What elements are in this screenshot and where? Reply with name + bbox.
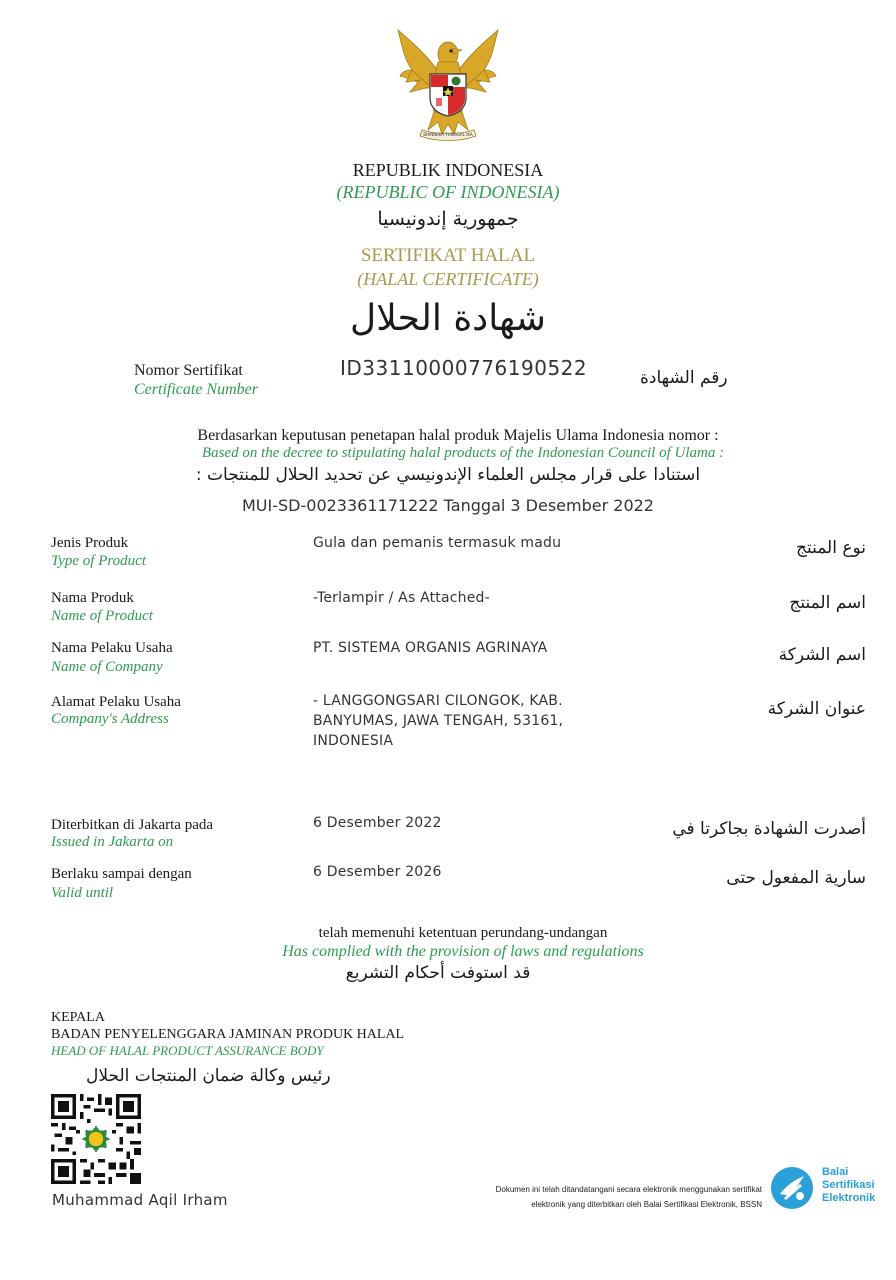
signatory-agency-en: HEAD OF HALAL PRODUCT ASSURANCE BODY — [51, 1043, 324, 1058]
field-label-company-name-en: Name of Company — [51, 659, 163, 675]
field-label-issued-date-ar: أصدرت الشهادة بجاكرتا في — [672, 819, 866, 839]
compliance-text: telah memenuhi ketentuan perundang-undangan — [318, 925, 608, 941]
field-label-company-address-en: Company's Address — [51, 711, 169, 727]
field-label-company-address-ar: عنوان الشركة — [767, 699, 866, 719]
field-value-product-name: -Terlampir / As Attached- — [313, 590, 490, 606]
garuda-emblem — [392, 26, 504, 144]
compliance-text-en: Has complied with the provision of laws and regulations — [282, 943, 644, 960]
field-label-issued-date: Diterbitkan di Jakarta pada — [51, 817, 214, 833]
field-label-product-type-ar: نوع المنتج — [795, 538, 866, 558]
signatory-title: KEPALA — [51, 1010, 105, 1025]
field-value-address-line-3: INDONESIA — [313, 733, 394, 749]
decree-reference: MUI-SD-0023361171222 Tanggal 3 Desember 2022 — [242, 496, 654, 515]
certificate-title-ar: شهادة الحلال — [350, 298, 546, 339]
certificate-number-label-en: Certificate Number — [134, 381, 258, 398]
field-label-issued-date-en: Issued in Jakarta on — [51, 834, 174, 850]
field-label-valid-until-en: Valid until — [51, 885, 114, 901]
field-label-company-name: Nama Pelaku Usaha — [51, 640, 173, 656]
field-label-product-name: Nama Produk — [51, 590, 134, 606]
country-name-ar: جمهورية إندونيسيا — [377, 208, 519, 230]
certificate-title: SERTIFIKAT HALAL — [360, 245, 536, 266]
bsre-logo-text-1: Balai — [822, 1166, 849, 1178]
compliance-text-ar: قد استوفت أحكام التشريع — [345, 963, 531, 983]
field-label-product-type-en: Type of Product — [51, 553, 146, 569]
field-label-company-name-ar: اسم الشركة — [778, 645, 866, 665]
field-label-product-name-en: Name of Product — [51, 608, 153, 624]
country-name: REPUBLIK INDONESIA — [352, 160, 544, 180]
field-value-address-line-1: - LANGGONGSARI CILONGOK, KAB. — [313, 693, 563, 709]
signatory-agency-ar: رئيس وكالة ضمان المنتجات الحلال — [86, 1066, 331, 1086]
field-value-product-type: Gula dan pemanis termasuk madu — [313, 535, 562, 551]
signatory-name: Muhammad Aqil Irham — [52, 1191, 228, 1209]
field-label-valid-until-ar: سارية المفعول حتى — [726, 868, 866, 888]
emblem-motto: BHINNEKA TUNGGAL IKA — [423, 132, 473, 137]
decree-text-ar: استنادا على قرار مجلس العلماء الإندونيسي عن تحديد الحلال للمنتجات : — [195, 465, 701, 485]
field-value-issued-date: 6 Desember 2022 — [313, 815, 442, 831]
country-name-en: (REPUBLIC OF INDONESIA) — [336, 182, 560, 202]
field-label-product-name-ar: اسم المنتج — [789, 593, 866, 613]
certificate-title-en: (HALAL CERTIFICATE) — [357, 269, 539, 289]
esign-note-line-1: Dokumen ini telah ditandatangani secara elektronik menggunakan sertifikat — [495, 1185, 762, 1194]
field-label-company-address: Alamat Pelaku Usaha — [51, 694, 181, 710]
decree-text-en: Based on the decree to stipulating halal products of the Indonesian Council of Ulama : — [201, 445, 725, 461]
bsre-logo-icon — [770, 1166, 814, 1210]
bsre-logo-text-3: Elektronik — [822, 1192, 876, 1204]
esign-note-line-2: elektronik yang diterbitkan oleh Balai Sertifikasi Elektronik, BSSN — [531, 1200, 762, 1209]
bsre-logo-text-2: Sertifikasi — [822, 1179, 875, 1191]
qr-code — [51, 1094, 141, 1184]
field-label-valid-until: Berlaku sampai dengan — [51, 866, 192, 882]
certificate-number-label: Nomor Sertifikat — [134, 362, 243, 379]
field-label-product-type: Jenis Produk — [51, 535, 129, 551]
decree-text: Berdasarkan keputusan penetapan halal produk Majelis Ulama Indonesia nomor : — [197, 427, 719, 444]
signatory-agency: BADAN PENYELENGGARA JAMINAN PRODUK HALAL — [51, 1027, 405, 1042]
field-value-valid-until: 6 Desember 2026 — [313, 864, 442, 880]
field-value-address-line-2: BANYUMAS, JAWA TENGAH, 53161, — [313, 713, 564, 729]
field-value-company-name: PT. SISTEMA ORGANIS AGRINAYA — [313, 640, 548, 656]
certificate-number-label-ar: رقم الشهادة — [640, 368, 728, 388]
certificate-number: ID33110000776190522 — [340, 356, 588, 380]
